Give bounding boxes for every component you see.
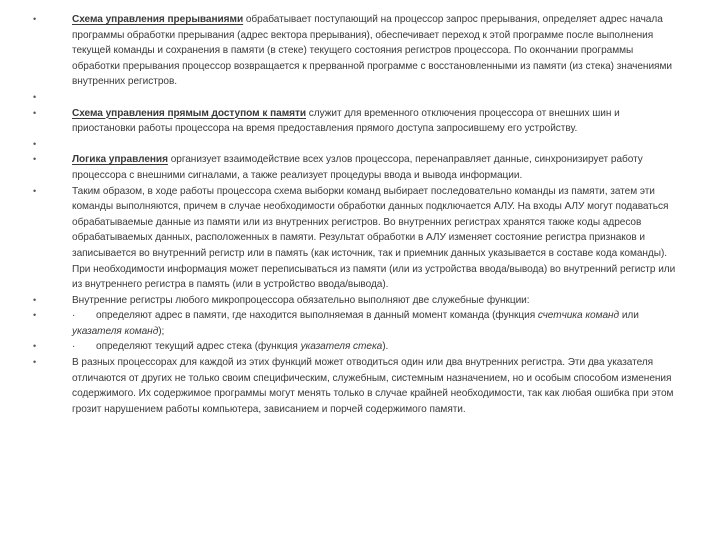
bullet: • (33, 91, 37, 102)
italic-term: счетчика команд (537, 310, 620, 322)
list-item-empty (0, 137, 720, 153)
bullet: • (33, 341, 37, 352)
list-item-summary (0, 184, 720, 293)
item-text: В разных процессорах для каждой из этих функций может отводиться один или два внутренних регистра. Эти два указателя отличаются от других не только своим специфическим, служебным, системным назначением, но и особым способом изменения содержимого. Их содержимое программы могут менять только в случае крайней необходимости, так как любая ошибка при этом грозит нарушением работы компьютера, зависанием и порчей содержимого памяти. (72, 357, 674, 415)
bullet: • (33, 138, 37, 149)
item-text: служит для временного отключения процессора от внешних шин и приостановки работы процессора на время предоставления прямого доступа запросившему его устройству. (72, 107, 620, 135)
document-body (0, 12, 720, 417)
italic-term: указателя команд (72, 325, 159, 337)
item-text: определяют текущий адрес стека (функция (96, 341, 301, 353)
list-item-stack-pointer (0, 339, 720, 355)
term-control-logic: Логика управления (72, 154, 168, 166)
item-text: определяют адрес в памяти, где находится выполняемая в данный момент команда (функция (96, 310, 538, 322)
list-item-program-counter (0, 308, 720, 339)
item-text: организует взаимодействие всех узлов процессора, перенаправляет данные, синхронизирует работу процессора с внешними сигналами, а также реализует процедуры ввода и вывода информации. (72, 154, 643, 181)
bullet: • (33, 14, 37, 24)
list-item-interrupt-control (0, 12, 720, 90)
bullet: • (33, 357, 37, 368)
bullet: • (33, 310, 37, 321)
list-item-pointer-registers (0, 355, 720, 417)
item-text: или (619, 310, 639, 322)
term-interrupt-control: Схема управления прерываниями (72, 14, 244, 25)
term-dma-control: Схема управления прямым доступом к памяти (72, 107, 306, 119)
list-item-register-functions (0, 293, 720, 309)
list-item-empty (0, 90, 720, 106)
item-text: Таким образом, в ходе работы процессора схема выборки команд выбирает последовательно команды из памяти, затем эти команды выполняются, причем в случае необходимости обработки данных подключается АЛУ. На входы АЛУ могут подаваться обрабатываемые данные из памяти или из внутренних регистров. Во внутренних регистрах хранятся также коды адресов обрабатываемых данных, расположенных в памяти. Результат обработки в АЛУ изменяет состояние регистра признаков и записывается во внутренний регистр или в память (как источник, так и приемник данных указывается в составе кода команды). При необходимости информация может переписываться из памяти (или из устройства ввода/вывода) во внутренний регистр или из внутреннего регистра в память (или в устройство ввода/вывода). (72, 185, 676, 291)
sub-marker: · (72, 341, 76, 353)
item-text: обрабатывает поступающий на процессор запрос прерывания, определяет адрес начала программы обработки прерывания (адрес вектора прерывания), обеспечивает переход к этой программе после выполнения текущей команды и сохранения в памяти (в стеке) текущего состояния регистров процессора. По окончании программы обработки прерывания процессор возвращается к прерванной программе с восстановленными из памяти (из стека) значениями внутренних регистров. (72, 14, 672, 88)
sub-marker: · (72, 310, 76, 322)
list-item-dma-control (0, 106, 720, 137)
bullet: • (33, 154, 37, 165)
item-text: Внутренние регистры любого микропроцессора обязательно выполняют две служебные функции: (72, 294, 530, 306)
bullet: • (33, 185, 37, 196)
italic-term: указателя стека (300, 341, 383, 353)
list-item-control-logic (0, 152, 720, 183)
bullet: • (33, 107, 37, 118)
bullet: • (33, 294, 37, 305)
item-text: ); (158, 325, 165, 337)
item-text: ). (382, 341, 389, 353)
